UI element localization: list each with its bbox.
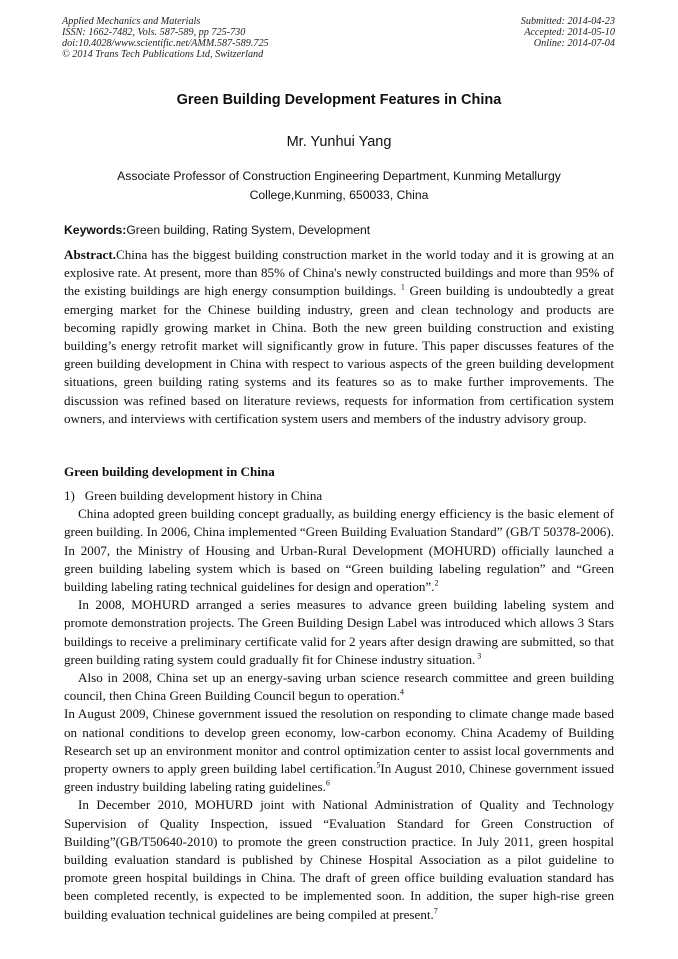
ref-6: 6 [325, 778, 330, 788]
paragraph-2-text: In 2008, MOHURD arranged a series measures to advance green building labeling system and promote demonstration projects. The Green Building Design Label was introduced which allows 3 Stars buildings to receive a preliminary certificate valid for 2 years after design drawing are submitted, so that green building rating system could gradually fit for Chinese industry situation. [64, 597, 614, 667]
journal-info [62, 17, 269, 61]
paragraph-1-text: China adopted green building concept gradually, as building energy efficiency is the basic element of green building. In 2006, China implemented “Green Building Evaluation Standard” (GB/T 50378-2006). In 2007, the Ministry of Housing and Urban-Rural Development (MOHURD) officially launched a green building labeling system which is based on “Green building labeling regulation” and “Green building labeling rating technical guidelines for design and operation”. [64, 506, 614, 595]
paragraph-1 [64, 505, 614, 596]
paragraph-3-text: Also in 2008, China set up an energy-saving urban science research committee and green building council, then China Green Building Council begun to operation. [64, 670, 614, 704]
paragraph-4-text-b: In August 2010, Chinese government issued green industry building labeling rating guidelines. [64, 761, 614, 795]
subsection-heading: 1) Green building development history in China [64, 488, 323, 503]
journal-copyright: © 2014 Trans Tech Publications Ltd, Switzerland [62, 48, 264, 60]
keywords-text: Green building, Rating System, Development [126, 223, 371, 237]
section-content [64, 487, 614, 924]
submission-dates [521, 17, 615, 50]
abstract-label: Abstract. [64, 247, 116, 262]
submitted-date: Submitted: 2014-04-23 [520, 16, 615, 27]
paragraph-5 [64, 796, 614, 923]
keywords-label: Keywords: [64, 223, 127, 237]
paper-author: Mr. Yunhui Yang [286, 134, 392, 150]
paragraph-4 [64, 705, 614, 796]
ref-5: 5 [376, 760, 381, 770]
paragraph-4-text-a: In August 2009, Chinese government issued the resolution on responding to climate change made based on national conditions to develop green economy, low-carbon economy. China Academy of Building Research set up an environment monitor and control optimization center to assist local governments and property owners to apply green building label certification. [64, 706, 614, 777]
journal-name: Applied Mechanics and Materials [62, 16, 201, 27]
online-date: Online: 2014-07-04 [533, 37, 615, 49]
paper-title: Green Building Development Features in China [176, 92, 502, 108]
journal-issn: ISSN: 1662-7482, Vols. 587-589, pp 725-730 [62, 26, 246, 38]
ref-7: 7 [433, 906, 438, 916]
ref-4: 4 [400, 687, 405, 697]
author-affiliation: Associate Professor of Construction Engineering Department, Kunming Metallurgy College,Kunming, 650033, China [117, 169, 561, 202]
keywords [64, 223, 616, 237]
journal-doi: doi:10.4028/www.scientific.net/AMM.587-589.725 [62, 37, 269, 49]
paragraph-5-text: In December 2010, MOHURD joint with National Administration of Quality and Technology Supervision of Quality Inspection, issued “Evaluation Standard for Green Construction of Building”(GB/T50640-2010) to promote the green construction practice. In July 2011, green hospital building evaluation standard is published by Chinese Hospital Association as a pilot guideline to promote green hospital buildings in China. The draft of green office building evaluation standard has been completed recently, is expected to be implemented soon. In addition, the super high-rise green building evaluation technical guidelines are being compiled at present. [64, 797, 614, 922]
section-heading: Green building development in China [64, 464, 275, 479]
ref-2: 2 [434, 578, 439, 588]
abstract-text-2: Green building is undoubtedly a great emerging market for the Chinese building industry, green and clean technology and products are becoming rapidly growing market in China. Both the new green building construction and existing building’s energy retrofit market will significantly grow in future. This paper discusses features of the green building development in China with respect to various aspects of the green building development situations, green building rating systems and its features so as to make further improvements. The discussion was refined based on literature reviews, requests for information from certification system owners, and interviews with certification system users and members of the industry advisory group. [64, 283, 614, 426]
paragraph-3 [64, 669, 614, 705]
abstract-text-1: China has the biggest building construction market in the world today and it is growing at an explosive rate. At present, more than 85% of China's newly constructed buildings and more than 95% of the existing buildings are high energy consumption buildings. [64, 247, 614, 299]
abstract [64, 246, 614, 428]
ref-1: 1 [400, 283, 405, 293]
ref-3: 3 [475, 651, 482, 661]
accepted-date: Accepted: 2014-05-10 [524, 26, 615, 38]
paragraph-2 [64, 596, 614, 669]
